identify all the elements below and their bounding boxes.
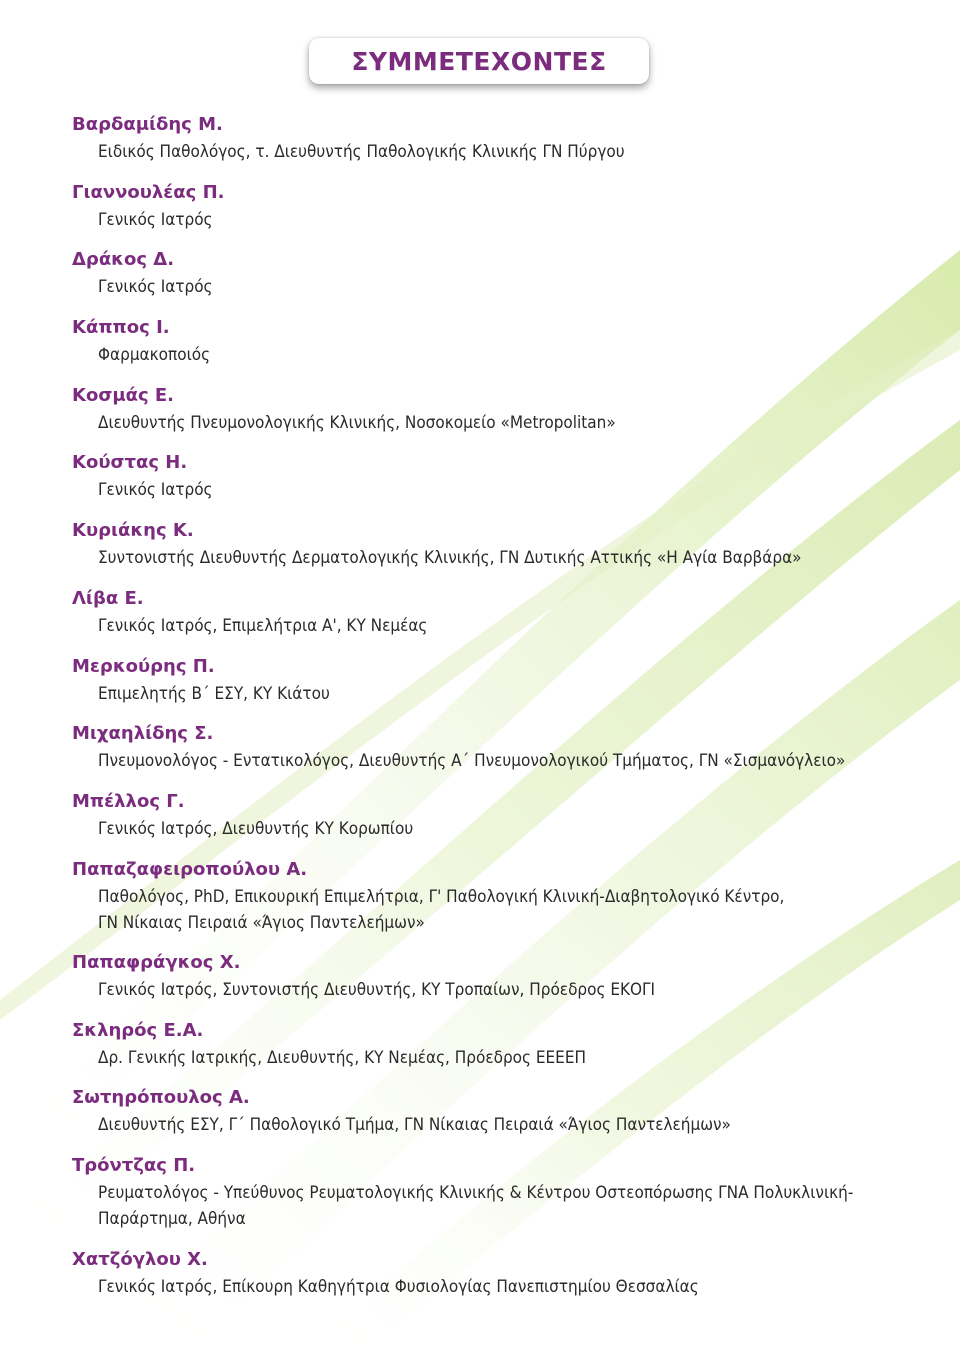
list-item xyxy=(72,720,932,788)
participant-name: Κυριάκης Κ. xyxy=(72,520,194,542)
participant-role: Επιμελητής Β΄ ΕΣΥ, ΚΥ Κιάτου xyxy=(98,683,330,704)
participant-name: Γιαννουλέας Π. xyxy=(72,181,225,203)
list-item xyxy=(72,856,932,950)
participant-name: Μπέλλος Γ. xyxy=(72,790,185,812)
participant-role: Ειδικός Παθολόγος, τ. Διευθυντής Παθολογικής Κλινικής ΓΝ Πύργου xyxy=(98,142,625,162)
participant-name: Παπαζαφειροπούλου Α. xyxy=(72,858,308,880)
participant-role: Γενικός Ιατρός xyxy=(98,277,213,298)
participant-name: Δράκος Δ. xyxy=(72,249,175,271)
participant-role: Διευθυντής Πνευμονολογικής Κλινικής, Νοσοκομείο «Metropolitan» xyxy=(98,412,616,433)
list-item xyxy=(72,111,932,179)
participant-name: Βαρδαμίδης Μ. xyxy=(72,114,223,135)
participant-role: Γενικός Ιατρός, Επιμελήτρια Α', ΚΥ Νεμέας xyxy=(98,615,428,636)
participant-role: Γενικός Ιατρός xyxy=(98,209,213,230)
participant-role: Φαρμακοποιός xyxy=(98,345,211,366)
participant-role: Διευθυντής ΕΣΥ, Γ΄ Παθολογικό Τμήμα, ΓΝ Νίκαιας Πειραιά «Άγιος Παντελεήμων» xyxy=(98,1115,731,1136)
participant-role: Γενικός Ιατρός xyxy=(98,480,213,501)
list-item xyxy=(72,179,932,247)
participant-role: Παθολόγος, PhD, Επικουρική Επιμελήτρια, Γ' Παθολογική Κλινική-Διαβητολογικό Κέντρο, xyxy=(98,886,785,907)
participant-role: Συντονιστής Διευθυντής Δερματολογικής Κλινικής, ΓΝ Δυτικής Αττικής «Η Αγία Βαρβάρα» xyxy=(98,548,802,569)
list-item xyxy=(72,449,932,517)
list-item xyxy=(72,1084,932,1152)
participant-name: Κοσμάς Ε. xyxy=(72,384,175,406)
participant-name: Κάππος Ι. xyxy=(72,317,170,339)
section-title-box xyxy=(309,38,649,84)
participant-role: Ρευματολόγος - Υπεύθυνος Ρευματολογικής Κλινικής & Κέντρου Οστεοπόρωσης ΓΝΑ Πολυκλινική- xyxy=(98,1183,854,1204)
list-item xyxy=(72,314,932,382)
participant-role: Πνευμονολόγος - Εντατικολόγος, Διευθυντής Α΄ Πνευμονολογικού Τμήματος, ΓΝ «Σισμανόγλειο» xyxy=(98,751,846,772)
participant-name: Μερκούρης Π. xyxy=(72,655,215,677)
list-item xyxy=(72,1152,932,1246)
participant-name: Μιχαηλίδης Σ. xyxy=(72,723,214,745)
list-item xyxy=(72,949,932,1017)
participant-name: Λίβα Ε. xyxy=(72,587,144,609)
list-item xyxy=(72,246,932,314)
participant-role: Δρ. Γενικής Ιατρικής, Διευθυντής, ΚΥ Νεμέας, Πρόεδρος ΕΕΕΕΠ xyxy=(98,1047,587,1068)
participant-name: Κούστας Η. xyxy=(72,452,188,474)
participant-name: Παπαφράγκος Χ. xyxy=(72,952,241,974)
list-item xyxy=(72,1246,932,1314)
list-item xyxy=(72,585,932,653)
participant-name: Χατζόγλου Χ. xyxy=(72,1248,208,1270)
participant-name: Τρόντζας Π. xyxy=(72,1155,196,1177)
participant-role-continued: ΓΝ Νίκαιας Πειραιά «Άγιος Παντελεήμων» xyxy=(98,912,425,933)
participant-role-continued: Παράρτημα, Αθήνα xyxy=(98,1209,246,1230)
participant-role: Γενικός Ιατρός, Συντονιστής Διευθυντής, ΚΥ Τροπαίων, Πρόεδρος ΕΚΟΓΙ xyxy=(98,980,656,1001)
page-title: ΣΥΜΜΕΤΕΧΟΝΤΕΣ xyxy=(351,46,607,76)
participant-name: Σωτηρόπουλος Α. xyxy=(72,1087,250,1109)
participants-list xyxy=(72,111,932,1313)
participant-role: Γενικός Ιατρός, Διευθυντής ΚΥ Κορωπίου xyxy=(98,818,414,839)
list-item xyxy=(72,382,932,450)
list-item xyxy=(72,1017,932,1085)
participant-role: Γενικός Ιατρός, Επίκουρη Καθηγήτρια Φυσιολογίας Πανεπιστημίου Θεσσαλίας xyxy=(98,1276,699,1297)
list-item xyxy=(72,788,932,856)
participant-name: Σκληρός Ε.Α. xyxy=(72,1019,204,1041)
list-item xyxy=(72,653,932,721)
list-item xyxy=(72,517,932,585)
